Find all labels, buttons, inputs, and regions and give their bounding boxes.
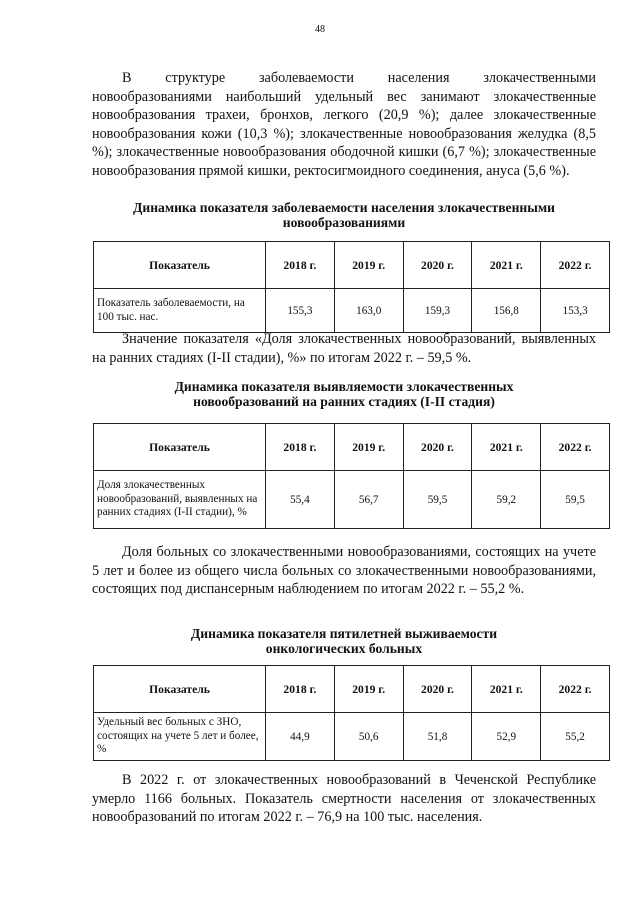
cell-value: 159,3 [403, 289, 472, 333]
header-year: 2020 г. [403, 242, 472, 289]
header-indicator: Показатель [94, 666, 266, 713]
header-year: 2018 г. [266, 666, 335, 713]
paragraph-text: В структуре заболеваемости населения злокачественными новообразованиями наибольший удельный вес занимают злокачественные новообразования трахеи, бронхов, легкого (20,9 %); далее злокачественные новообразования кожи (10,3 %); злокачественные новообразования желудка (8,5 %); злокачественные новообразования ободочной кишки (6,7 %); злокачественные новообразования прямой кишки, ректосигмоидного соединения, ануса (5,6 %). [92, 70, 596, 179]
paragraph-early-detection [92, 330, 596, 367]
paragraph-text: В 2022 г. от злокачественных новообразований в Чеченской Республике умерло 1166 больных. Показатель смертности населения от злокачественных новообразований по итогам 2022 г. – 76,9 на 100 тыс. населения. [92, 772, 596, 826]
paragraph-text: Доля больных со злокачественными новообразованиями, состоящих на учете 5 лет и более из общего числа больных со злокачественными новообразованиями, состоящих под диспансерным наблюдением по итогам 2022 г. – 55,2 %. [92, 544, 596, 598]
cell-value: 59,5 [403, 471, 472, 529]
paragraph-text: Значение показателя «Доля злокачественных новообразований, выявленных на ранних стадиях (I-II стадии), %» по итогам 2022 г. – 59,5 %. [92, 331, 596, 366]
paragraph-five-year-registry [92, 543, 596, 599]
paragraph-morbidity-structure [92, 69, 596, 181]
header-year: 2019 г. [334, 666, 403, 713]
table3-title-line2: онкологических больных [265, 640, 423, 656]
table1-title-line2: новообразованиями [282, 214, 406, 230]
table-row [94, 289, 610, 333]
header-year: 2021 г. [472, 242, 541, 289]
table3-title [92, 627, 596, 656]
cell-value: 155,3 [266, 289, 335, 333]
header-year: 2021 г. [472, 424, 541, 471]
cell-value: 59,2 [472, 471, 541, 529]
table3-title-line1: Динамика показателя пятилетней выживаемости [190, 626, 498, 641]
cell-value: 55,4 [266, 471, 335, 529]
header-indicator: Показатель [94, 424, 266, 471]
header-year: 2021 г. [472, 666, 541, 713]
cell-value: 44,9 [266, 713, 335, 761]
header-year: 2019 г. [334, 242, 403, 289]
table1-title-line1: Динамика показателя заболеваемости населения злокачественными [133, 200, 555, 215]
cell-value: 163,0 [334, 289, 403, 333]
cell-value: 153,3 [541, 289, 610, 333]
cell-value: 56,7 [334, 471, 403, 529]
header-year: 2022 г. [541, 424, 610, 471]
page-number: 48 [315, 24, 325, 35]
header-year: 2020 г. [403, 424, 472, 471]
header-year: 2018 г. [266, 242, 335, 289]
table2-title [92, 380, 596, 409]
row-label: Показатель заболеваемости, на 100 тыс. нас. [94, 289, 266, 333]
table1-title [92, 201, 596, 230]
header-year: 2020 г. [403, 666, 472, 713]
table2-title-line2: новообразований на ранних стадиях (I-II стадия) [193, 393, 495, 409]
table-morbidity [93, 241, 610, 333]
header-year: 2018 г. [266, 424, 335, 471]
cell-value: 59,5 [541, 471, 610, 529]
table-header-row [94, 424, 610, 471]
row-label: Доля злокачественных новообразований, выявленных на ранних стадиях (I-II стадии), % [94, 471, 266, 529]
table-row [94, 471, 610, 529]
header-year: 2022 г. [541, 242, 610, 289]
table-header-row [94, 242, 610, 289]
row-label: Удельный вес больных с ЗНО, состоящих на учете 5 лет и более, % [94, 713, 266, 761]
table-header-row [94, 666, 610, 713]
table-five-year-survival [93, 665, 610, 761]
table-row [94, 713, 610, 761]
cell-value: 50,6 [334, 713, 403, 761]
header-year: 2019 г. [334, 424, 403, 471]
table2-title-line1: Динамика показателя выявляемости злокачественных [174, 379, 514, 394]
cell-value: 55,2 [541, 713, 610, 761]
cell-value: 52,9 [472, 713, 541, 761]
cell-value: 51,8 [403, 713, 472, 761]
paragraph-mortality [92, 771, 596, 827]
table-early-detection [93, 423, 610, 529]
header-indicator: Показатель [94, 242, 266, 289]
cell-value: 156,8 [472, 289, 541, 333]
header-year: 2022 г. [541, 666, 610, 713]
